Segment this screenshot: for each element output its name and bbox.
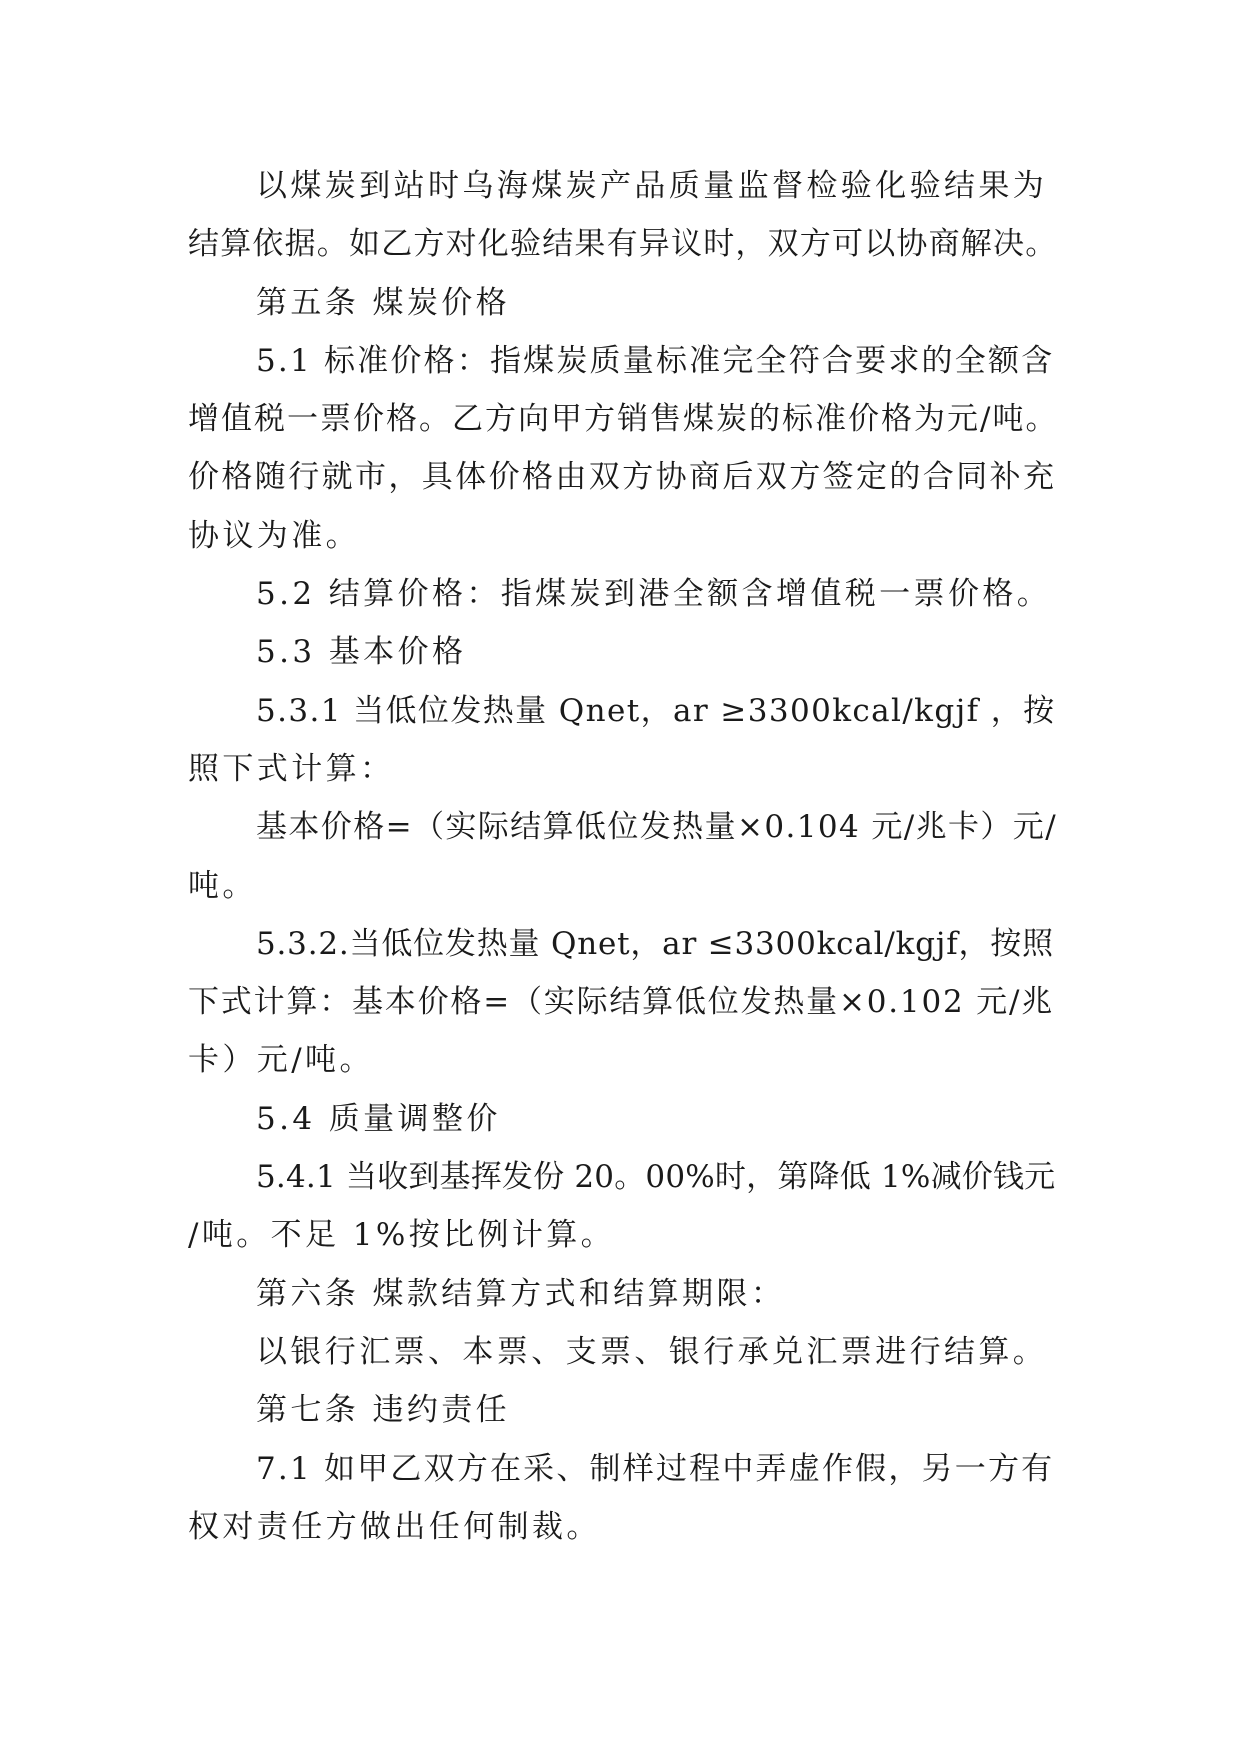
section-heading: 第六条 煤款结算方式和结算期限：	[256, 1275, 786, 1312]
section-heading: 第七条 违约责任	[256, 1392, 511, 1429]
paragraph-line: 下式计算：基本价格=（实际结算低位发热量×0.102 元/兆	[188, 984, 1054, 1021]
subsection-heading: 5.4 质量调整价	[256, 1100, 501, 1137]
paragraph-line: 照下式计算：	[188, 750, 395, 787]
paragraph-line: 5.1 标准价格：指煤炭质量标准完全符合要求的全额含	[256, 342, 1055, 379]
paragraph-line: 5.3.1 当低位发热量 Qnet，ar ≥3300kcal/kgjf ，按	[256, 692, 1056, 729]
paragraph-line: /吨。不足 1%按比例计算。	[188, 1217, 616, 1254]
section-heading: 第五条 煤炭价格	[256, 284, 511, 321]
formula-line: 基本价格=（实际结算低位发热量×0.104 元/兆卡）元/	[256, 809, 1058, 846]
paragraph-line: 5.4.1 当收到基挥发份 20。00%时，第降低 1%减价钱元	[256, 1159, 1056, 1196]
document-body	[188, 157, 1058, 1556]
paragraph-line: 结算依据。如乙方对化验结果有异议时，双方可以协商解决。	[188, 226, 1058, 263]
paragraph-line: 7.1 如甲乙双方在采、制样过程中弄虚作假，另一方有	[256, 1450, 1055, 1487]
paragraph-line: 增值税一票价格。乙方向甲方销售煤炭的标准价格为元/吨。	[188, 401, 1059, 438]
formula-line: 吨。	[188, 867, 257, 904]
paragraph-line: 权对责任方做出任何制裁。	[188, 1508, 601, 1545]
paragraph-line: 以煤炭到站时乌海煤炭产品质量监督检验化验结果为	[256, 168, 1048, 204]
paragraph-line: 卡）元/吨。	[188, 1042, 374, 1079]
paragraph-line: 价格随行就市，具体价格由双方协商后双方签定的合同补充	[188, 459, 1057, 496]
paragraph-line: 5.3.2.当低位发热量 Qnet，ar ≤3300kcal/kgjf，按照	[256, 925, 1054, 962]
paragraph-line: 5.2 结算价格：指煤炭到港全额含增值税一票价格。	[256, 576, 1052, 613]
paragraph-line: 协议为准。	[188, 517, 360, 554]
paragraph-line: 以银行汇票、本票、支票、银行承兑汇票进行结算。	[256, 1333, 1048, 1370]
subsection-heading: 5.3 基本价格	[256, 634, 467, 671]
